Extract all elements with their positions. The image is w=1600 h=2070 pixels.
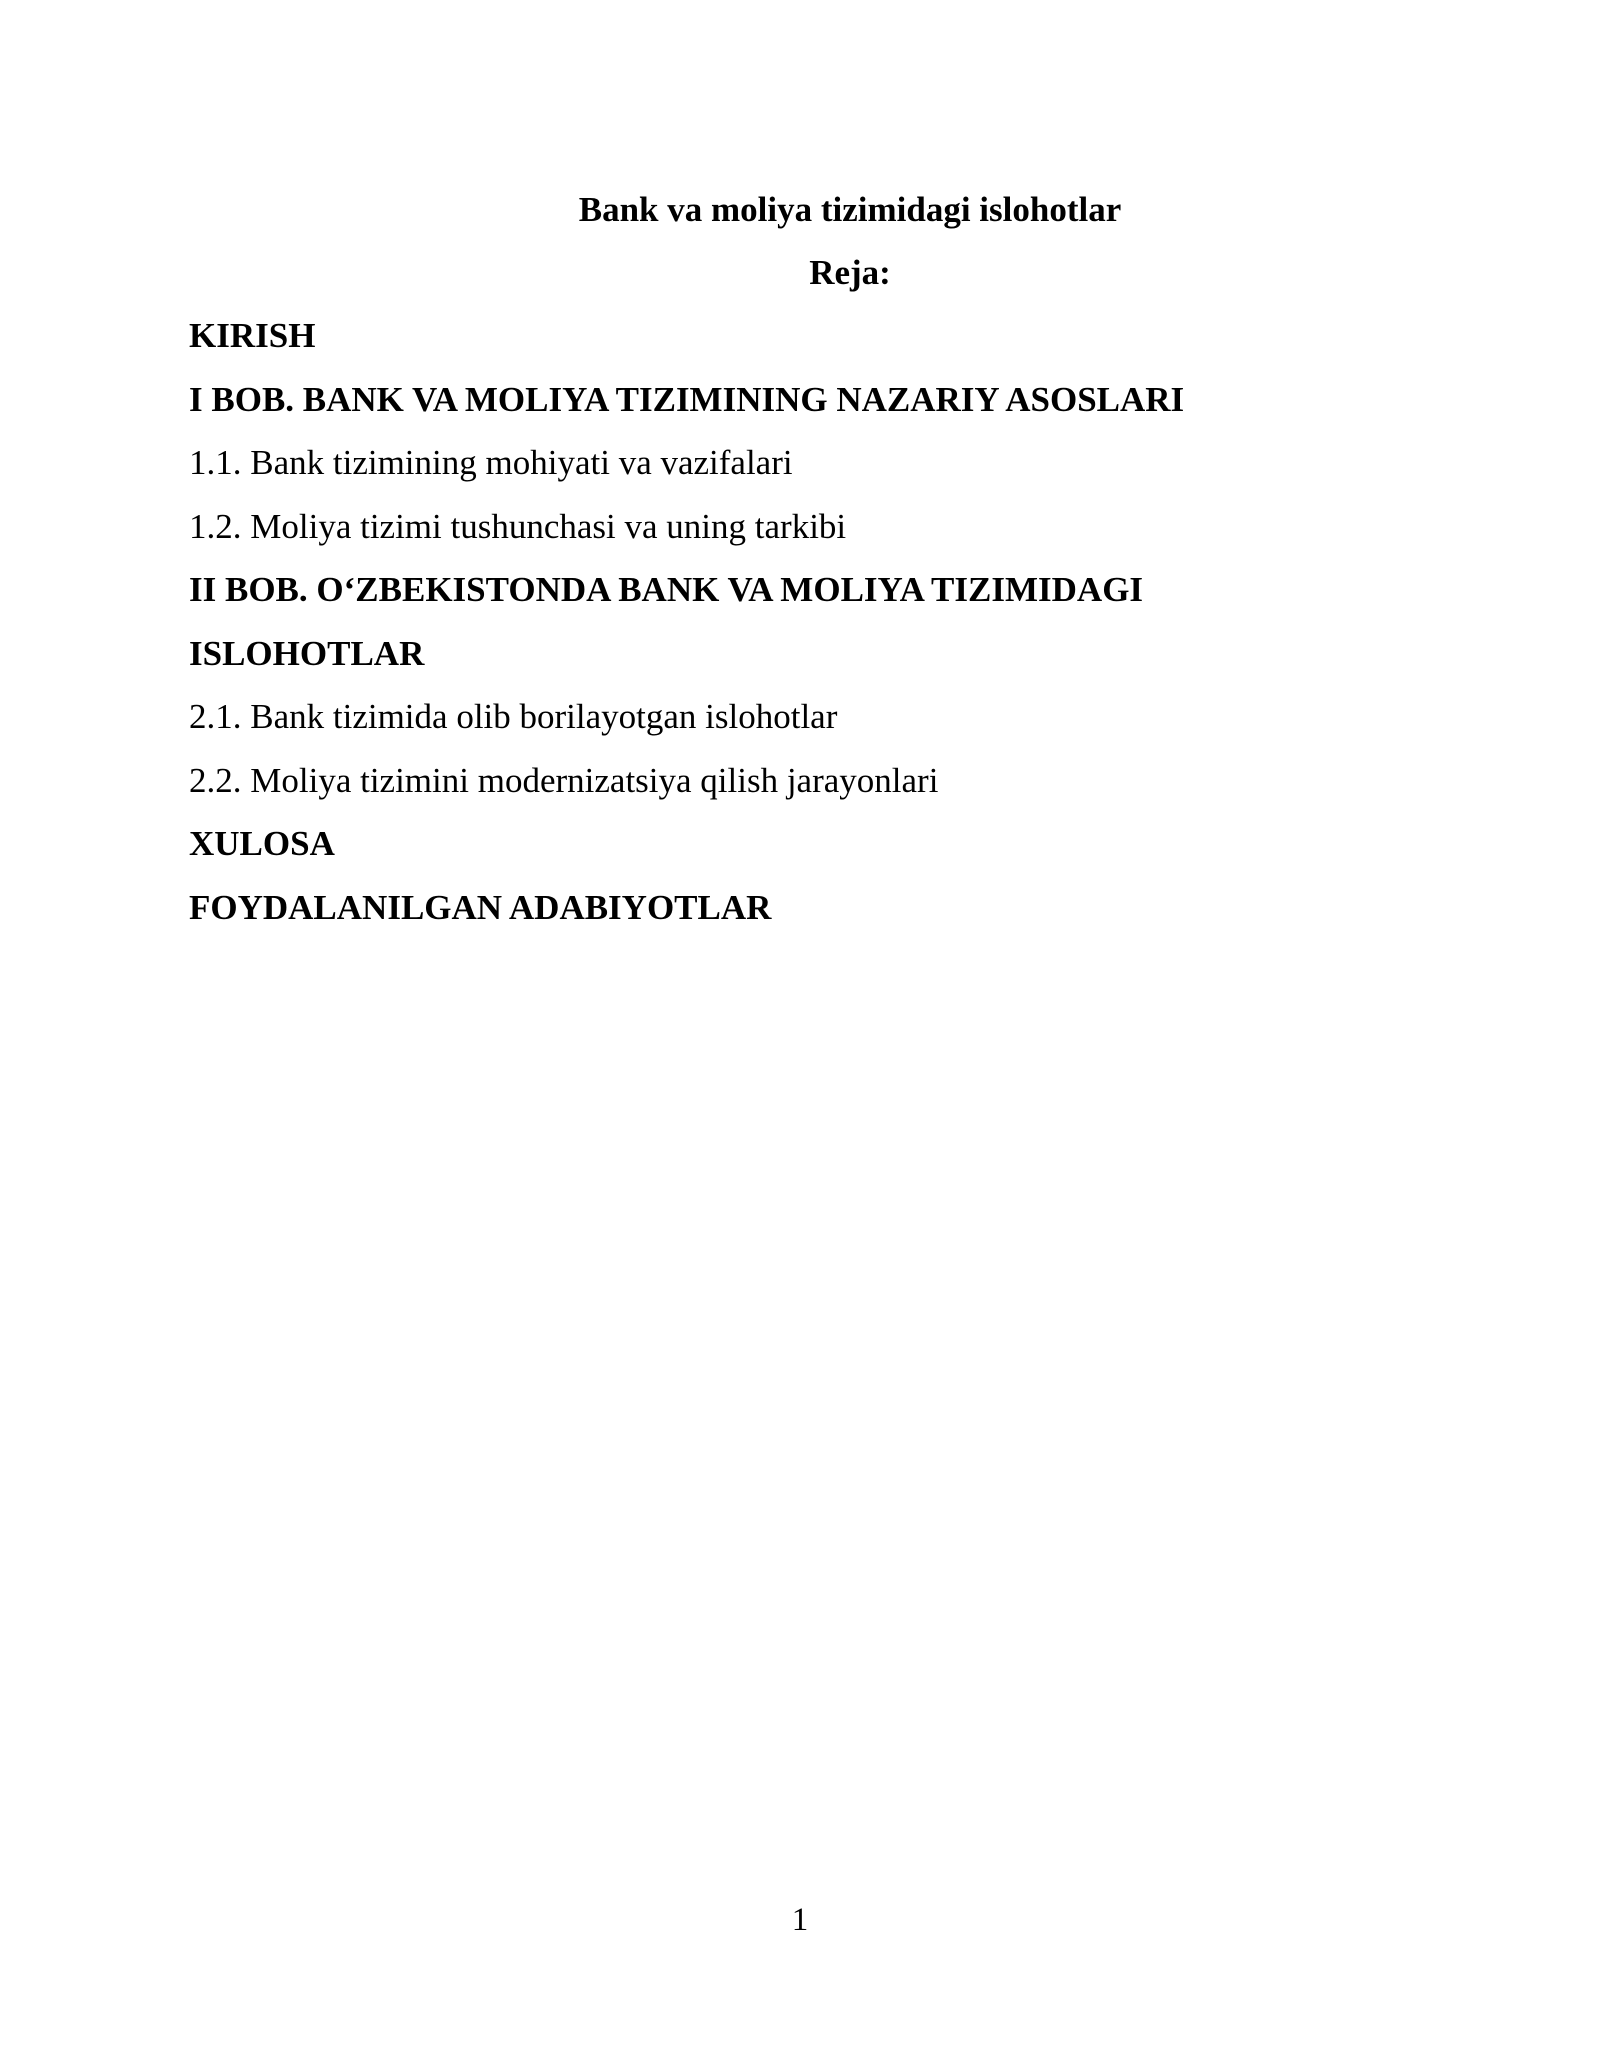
toc-item-section-1-1: 1.1. Bank tizimining mohiyati va vazifalari [189, 443, 793, 482]
toc-item-xulosa: XULOSA [189, 824, 335, 863]
toc-item-chapter-2: II BOB. O‘ZBEKISTONDA BANK VA MOLIYA TIZIMIDAGI [189, 570, 1144, 609]
plan-heading: Reja: [809, 253, 891, 292]
toc-item-references: FOYDALANILGAN ADABIYOTLAR [189, 887, 772, 927]
toc-item-chapter-2-continued: ISLOHOTLAR [189, 633, 425, 673]
table-of-contents [189, 316, 1489, 951]
toc-item-kirish: KIRISH [189, 316, 316, 355]
document-title: Bank va moliya tizimidagi islohotlar [578, 190, 1122, 229]
toc-item-section-1-2: 1.2. Moliya tizimi tushunchasi va uning tarkibi [189, 506, 847, 546]
toc-item-section-2-1: 2.1. Bank tizimida olib borilayotgan islohotlar [189, 697, 838, 736]
page-number: 1 [791, 1902, 809, 1938]
toc-item-section-2-2: 2.2. Moliya tizimini modernizatsiya qilish jarayonlari [189, 760, 939, 800]
toc-item-chapter-1: I BOB. BANK VA MOLIYA TIZIMINING NAZARIY ASOSLARI [189, 379, 1185, 419]
